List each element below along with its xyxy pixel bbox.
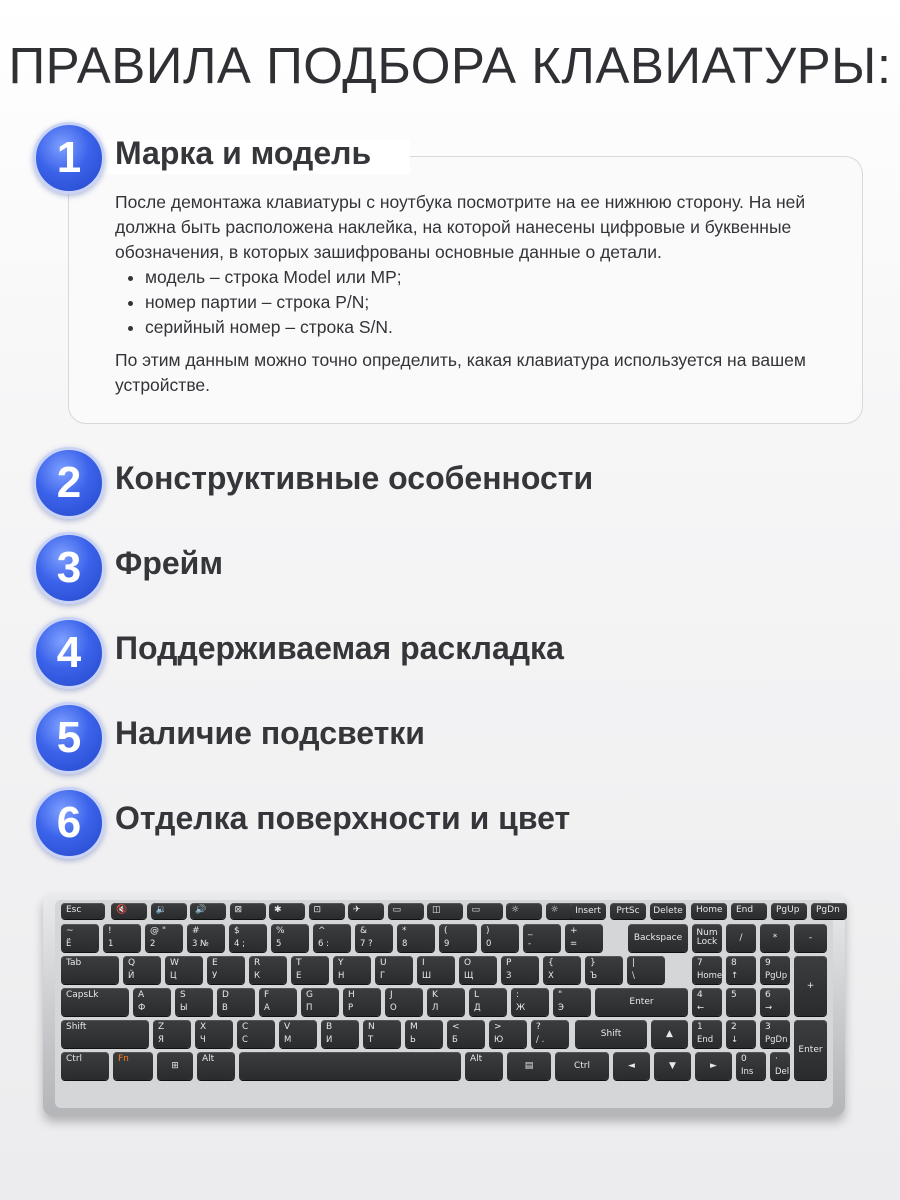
key-pgup: PgUp — [771, 903, 807, 919]
key-row2-1: W Ц — [165, 956, 203, 984]
key-ctrl-right: Ctrl — [555, 1052, 609, 1080]
key-row3-7: K Л — [427, 988, 465, 1016]
key-row3-4: G П — [301, 988, 339, 1016]
key-alt-right: Alt — [465, 1052, 503, 1080]
key-row1-6: ^ 6 : — [313, 924, 351, 952]
key-f9: ◫ — [427, 903, 463, 919]
step-5-title: Наличие подсветки — [115, 715, 425, 751]
key-ctrl-left: Ctrl — [61, 1052, 109, 1080]
key-row3-2: D В — [217, 988, 255, 1016]
key-row3-10: " Э — [553, 988, 591, 1016]
key-row3-3: F А — [259, 988, 297, 1016]
key-delete-top: Delete — [650, 903, 686, 919]
key-row4-4: B И — [321, 1020, 359, 1048]
card-bullet-part: • номер партии – строка P/N; — [145, 290, 845, 315]
key-row1-12: + = — [565, 924, 603, 952]
key-row3-5: H Р — [343, 988, 381, 1016]
card-bullet-serial: • серийный номер – строка S/N. — [145, 315, 845, 340]
key-row1-4: $ 4 ; — [229, 924, 267, 952]
key-f4: ⊠ — [230, 903, 266, 919]
key-arrow-left: ◄ — [613, 1052, 650, 1080]
key-shift-right: Shift — [575, 1020, 647, 1048]
step-5-badge: 5 — [33, 702, 105, 774]
key-row4-3: V М — [279, 1020, 317, 1048]
step-3-badge: 3 — [33, 532, 105, 604]
key-backspace: Backspace — [628, 924, 688, 952]
key-row2-5: Y Н — [333, 956, 371, 984]
key-num6: 6 → — [760, 988, 790, 1016]
key-row2-6: U Г — [375, 956, 413, 984]
key-row1-1: ! 1 — [103, 924, 141, 952]
key-win: ⊞ — [157, 1052, 193, 1080]
step-2-badge: 2 — [33, 447, 105, 519]
key-row2-4: T Е — [291, 956, 329, 984]
card-outro: По этим данным можно точно определить, какая клавиатура используется на вашем устройстве. — [115, 350, 806, 395]
key-insert: Insert — [570, 903, 606, 919]
key-f10: ▭ — [467, 903, 503, 919]
keyboard-deck — [55, 900, 840, 1108]
key-capslock: CapsLk — [61, 988, 129, 1016]
key-f6: ⊡ — [309, 903, 345, 919]
key-num-plus: + — [794, 956, 827, 1016]
key-row4-1: X Ч — [195, 1020, 233, 1048]
key-num0: 0 Ins — [736, 1052, 766, 1080]
key-f12: ☼ — [546, 903, 582, 919]
key-f1: 🔇 — [111, 903, 147, 919]
key-row3-6: J О — [385, 988, 423, 1016]
key-esc: Esc — [61, 903, 105, 919]
key-row2-9: P З — [501, 956, 539, 984]
step-4-title: Поддерживаемая раскладка — [115, 630, 564, 666]
key-arrow-up: ▲ — [651, 1020, 688, 1048]
step-6-badge: 6 — [33, 787, 105, 859]
key-num-enter: Enter — [794, 1020, 827, 1080]
page-title: ПРАВИЛА ПОДБОРА КЛАВИАТУРЫ: — [8, 37, 892, 94]
key-f2: 🔉 — [151, 903, 187, 919]
key-num-star: * — [760, 924, 790, 952]
key-row1-7: & 7 ? — [355, 924, 393, 952]
key-row2-2: E У — [207, 956, 245, 984]
key-pgdn: PgDn — [811, 903, 847, 919]
key-home: Home — [691, 903, 727, 919]
key-tab: Tab — [61, 956, 119, 984]
key-row1-9: ( 9 — [439, 924, 477, 952]
key-f11: ☼ — [506, 903, 542, 919]
key-tilde: ~ Ё — [61, 924, 99, 952]
key-num-dot: · Del — [770, 1052, 790, 1080]
key-end: End — [731, 903, 767, 919]
key-numlock: Num Lock — [692, 924, 722, 952]
key-row2-12: | \ — [627, 956, 665, 984]
key-row1-3: # 3 № — [187, 924, 225, 952]
key-num9: 9 PgUp — [760, 956, 790, 984]
key-num4: 4 ← — [692, 988, 722, 1016]
key-fn: Fn — [113, 1052, 153, 1080]
key-f7: ✈ — [348, 903, 384, 919]
key-arrow-right: ► — [695, 1052, 732, 1080]
key-num5: 5 — [726, 988, 756, 1016]
card-bullet-model: • модель – строка Model или MP; — [145, 265, 845, 290]
key-menu: ▤ — [507, 1052, 551, 1080]
step-4-badge: 4 — [33, 617, 105, 689]
key-row2-10: { Х — [543, 956, 581, 984]
key-prtsc: PrtSc — [610, 903, 646, 919]
key-num2: 2 ↓ — [726, 1020, 756, 1048]
key-num3: 3 PgDn — [760, 1020, 790, 1048]
key-arrow-down: ▼ — [654, 1052, 691, 1080]
key-shift-left: Shift — [61, 1020, 149, 1048]
key-num1: 1 End — [692, 1020, 722, 1048]
key-row4-9: ? / . — [531, 1020, 569, 1048]
key-f8: ▭ — [388, 903, 424, 919]
step-3-title: Фрейм — [115, 545, 223, 581]
key-num8: 8 ↑ — [726, 956, 756, 984]
key-row3-8: L Д — [469, 988, 507, 1016]
key-row4-6: M Ь — [405, 1020, 443, 1048]
card-intro: После демонтажа клавиатуры с ноутбука посмотрите на ее нижнюю сторону. На ней должна быть расположена наклейка, на которой нанесены цифровые и буквенные обозначения, в которых зашифрованы основные данные о детали. — [115, 192, 806, 262]
key-num-slash: / — [726, 924, 756, 952]
key-alt-left: Alt — [197, 1052, 235, 1080]
card-text — [115, 190, 845, 398]
key-row1-11: _ - — [523, 924, 561, 952]
key-row1-10: ) 0 — [481, 924, 519, 952]
key-row1-2: @ " 2 — [145, 924, 183, 952]
key-row1-5: % 5 — [271, 924, 309, 952]
key-row1-8: * 8 — [397, 924, 435, 952]
key-row2-11: } Ъ — [585, 956, 623, 984]
key-num-minus: - — [794, 924, 827, 952]
key-row4-2: C С — [237, 1020, 275, 1048]
key-f3: 🔊 — [190, 903, 226, 919]
step-1-title: Марка и модель — [115, 135, 372, 171]
key-row4-5: N Т — [363, 1020, 401, 1048]
key-row4-0: Z Я — [153, 1020, 191, 1048]
key-row3-1: S Ы — [175, 988, 213, 1016]
key-row3-0: A Ф — [133, 988, 171, 1016]
step-1-badge: 1 — [33, 122, 105, 194]
key-enter: Enter — [595, 988, 688, 1016]
key-f5: ✱ — [269, 903, 305, 919]
step-2-title: Конструктивные особенности — [115, 460, 594, 496]
key-row2-3: R К — [249, 956, 287, 984]
key-row4-7: < Б — [447, 1020, 485, 1048]
key-row2-8: O Щ — [459, 956, 497, 984]
key-row2-7: I Ш — [417, 956, 455, 984]
card-bullets — [115, 265, 845, 340]
step-6-title: Отделка поверхности и цвет — [115, 800, 571, 836]
key-space — [239, 1052, 461, 1080]
key-row3-9: : Ж — [511, 988, 549, 1016]
key-row4-8: > Ю — [489, 1020, 527, 1048]
keyboard-image — [43, 894, 845, 1116]
key-num7: 7 Home — [692, 956, 722, 984]
key-row2-0: Q Й — [123, 956, 161, 984]
